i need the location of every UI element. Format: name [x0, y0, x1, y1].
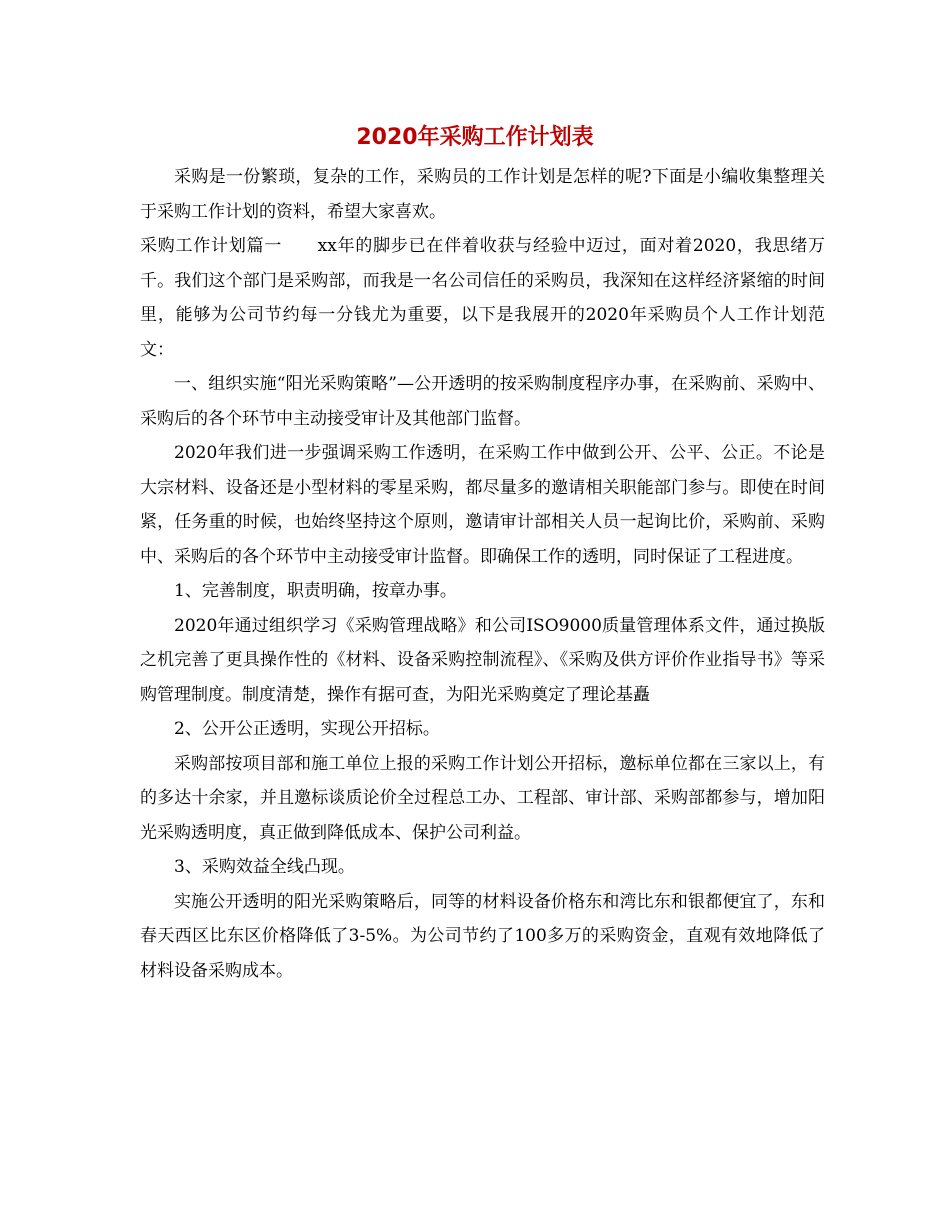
paragraph: 1、完善制度，职责明确，按章办事。	[174, 581, 457, 601]
document-body	[140, 160, 825, 988]
paragraph: 采购部按项目部和施工单位上报的采购工作计划公开招标，邀标单位都在三家以上，有的多达十余家，并且邀标谈质论价全过程总工办、工程部、审计部、采购部都参与，增加阳光采购透明度，真正做到降低成本、保护公司利益。	[140, 753, 825, 843]
document-title: 2020年采购工作计划表	[356, 125, 594, 150]
paragraph: 2、公开公正透明，实现公开招标。	[174, 719, 440, 739]
paragraph: 一、组织实施“阳光采购策略”—公开透明的按采购制度程序办事，在采购前、采购中、采购后的各个环节中主动接受审计及其他部门监督。	[140, 374, 825, 429]
paragraph: 采购工作计划篇一 xx年的脚步已在伴着收获与经验中迈过，面对着2020，我思绪万千。我们这个部门是采购部，而我是一名公司信任的采购员，我深知在这样经济紧缩的时间里，能够为公司节约每一分钱尤为重要，以下是我展开的2020年采购员个人工作计划范文：	[140, 236, 825, 360]
paragraph: 实施公开透明的阳光采购策略后，同等的材料设备价格东和湾比东和银都便宜了，东和春天西区比东区价格降低了3-5%。为公司节约了100多万的采购资金，直观有效地降低了材料设备采购成本。	[140, 891, 825, 981]
paragraph: 3、采购效益全线凸现。	[174, 857, 355, 877]
paragraph: 2020年我们进一步强调采购工作透明，在采购工作中做到公开、公平、公正。不论是大宗材料、设备还是小型材料的零星采购，都尽量多的邀请相关职能部门参与。即使在时间紧，任务重的时候，也始终坚持这个原则，邀请审计部相关人员一起询比价，采购前、采购中、采购后的各个环节中主动接受审计监督。即确保工作的透明，同时保证了工程进度。	[140, 443, 825, 567]
paragraph: 2020年通过组织学习《采购管理战略》和公司ISO9000质量管理体系文件，通过换版之机完善了更具操作性的《材料、设备采购控制流程》、《采购及供方评价作业指导书》等采购管理制度。制度清楚，操作有据可查，为阳光采购奠定了理论基矗	[140, 615, 825, 705]
paragraph: 采购是一份繁琐，复杂的工作，采购员的工作计划是怎样的呢?下面是小编收集整理关于采购工作计划的资料，希望大家喜欢。	[140, 167, 825, 222]
